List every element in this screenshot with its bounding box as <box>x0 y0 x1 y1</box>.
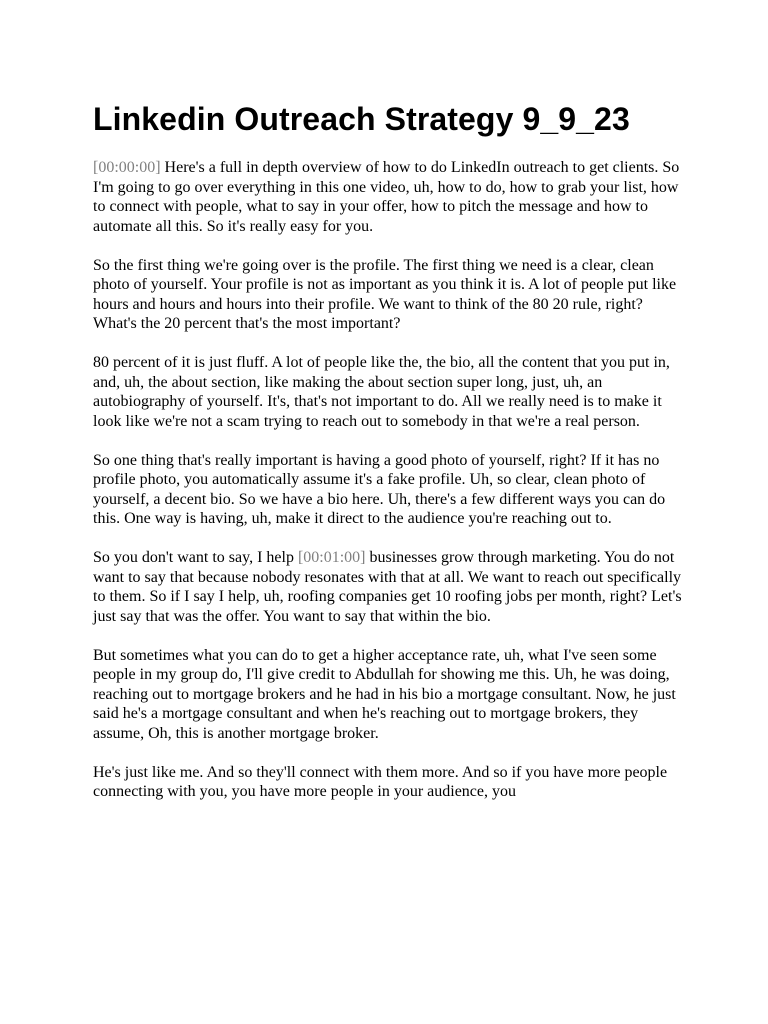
document-title: Linkedin Outreach Strategy 9_9_23 <box>93 101 630 137</box>
paragraph-text: He's just like me. And so they'll connect with them more. And so if you have more people connecting with you, you have more people in your audience, you <box>93 763 668 800</box>
timestamp: [00:01:00] <box>297 549 366 566</box>
paragraph-text: Here's a full in depth overview of how to do LinkedIn outreach to get clients. So I'm going to go over everything in this one video, uh, how to do, how to grab your list, how to connect with people, what to say in your offer, how to pitch the message and how to automate all this. So it's really easy for you. <box>93 159 680 235</box>
paragraph-4 <box>93 451 683 529</box>
paragraph-7 <box>93 763 683 802</box>
paragraph-3 <box>93 353 683 431</box>
paragraph-text: 80 percent of it is just fluff. A lot of people like the, the bio, all the content that you put in, and, uh, the about section, like making the about section super long, just, uh, an autobiography of yourself. It's, that's not important to do. All we really need is to make it look like we're not a scam trying to reach out to somebody in that we're a real person. <box>93 354 670 430</box>
paragraph-text: businesses grow through marketing. You do not want to say that because nobody resonates with that at all. We want to reach out specifically to them. So if I say I help, uh, roofing companies get 10 roofing jobs per month, right? Let's just say that was the offer. You want to say that within the bio. <box>93 549 682 625</box>
transcript-document <box>93 100 683 821</box>
paragraph-text: So one thing that's really important is having a good photo of yourself, right? If it has no profile photo, you automatically assume it's a fake profile. Uh, so clear, clean photo of yourself, a decent bio. So we have a bio here. Uh, there's a few different ways you can do this. One way is having, uh, make it direct to the audience you're reaching out to. <box>93 451 666 527</box>
paragraph-5 <box>93 548 683 626</box>
paragraph-text: But sometimes what you can do to get a higher acceptance rate, uh, what I've seen some people in my group do, I'll give credit to Abdullah for showing me this. Uh, he was doing, reaching out to mortgage brokers and he had in his bio a mortgage consultant. Now, he just said he's a mortgage consultant and when he's reaching out to mortgage brokers, they assume, Oh, this is another mortgage broker. <box>93 646 676 742</box>
paragraph-6 <box>93 646 683 744</box>
paragraph-text: So the first thing we're going over is the profile. The first thing we need is a clear, clean photo of yourself. Your profile is not as important as you think it is. A lot of people put like hours and hours and hours into their profile. We want to think of the 80 20 rule, right? What's the 20 percent that's the most important? <box>93 256 677 332</box>
timestamp: [00:00:00] <box>93 159 161 176</box>
paragraph-1 <box>93 158 683 236</box>
paragraph-text-before: So you don't want to say, I help <box>93 549 294 566</box>
paragraph-2 <box>93 256 683 334</box>
